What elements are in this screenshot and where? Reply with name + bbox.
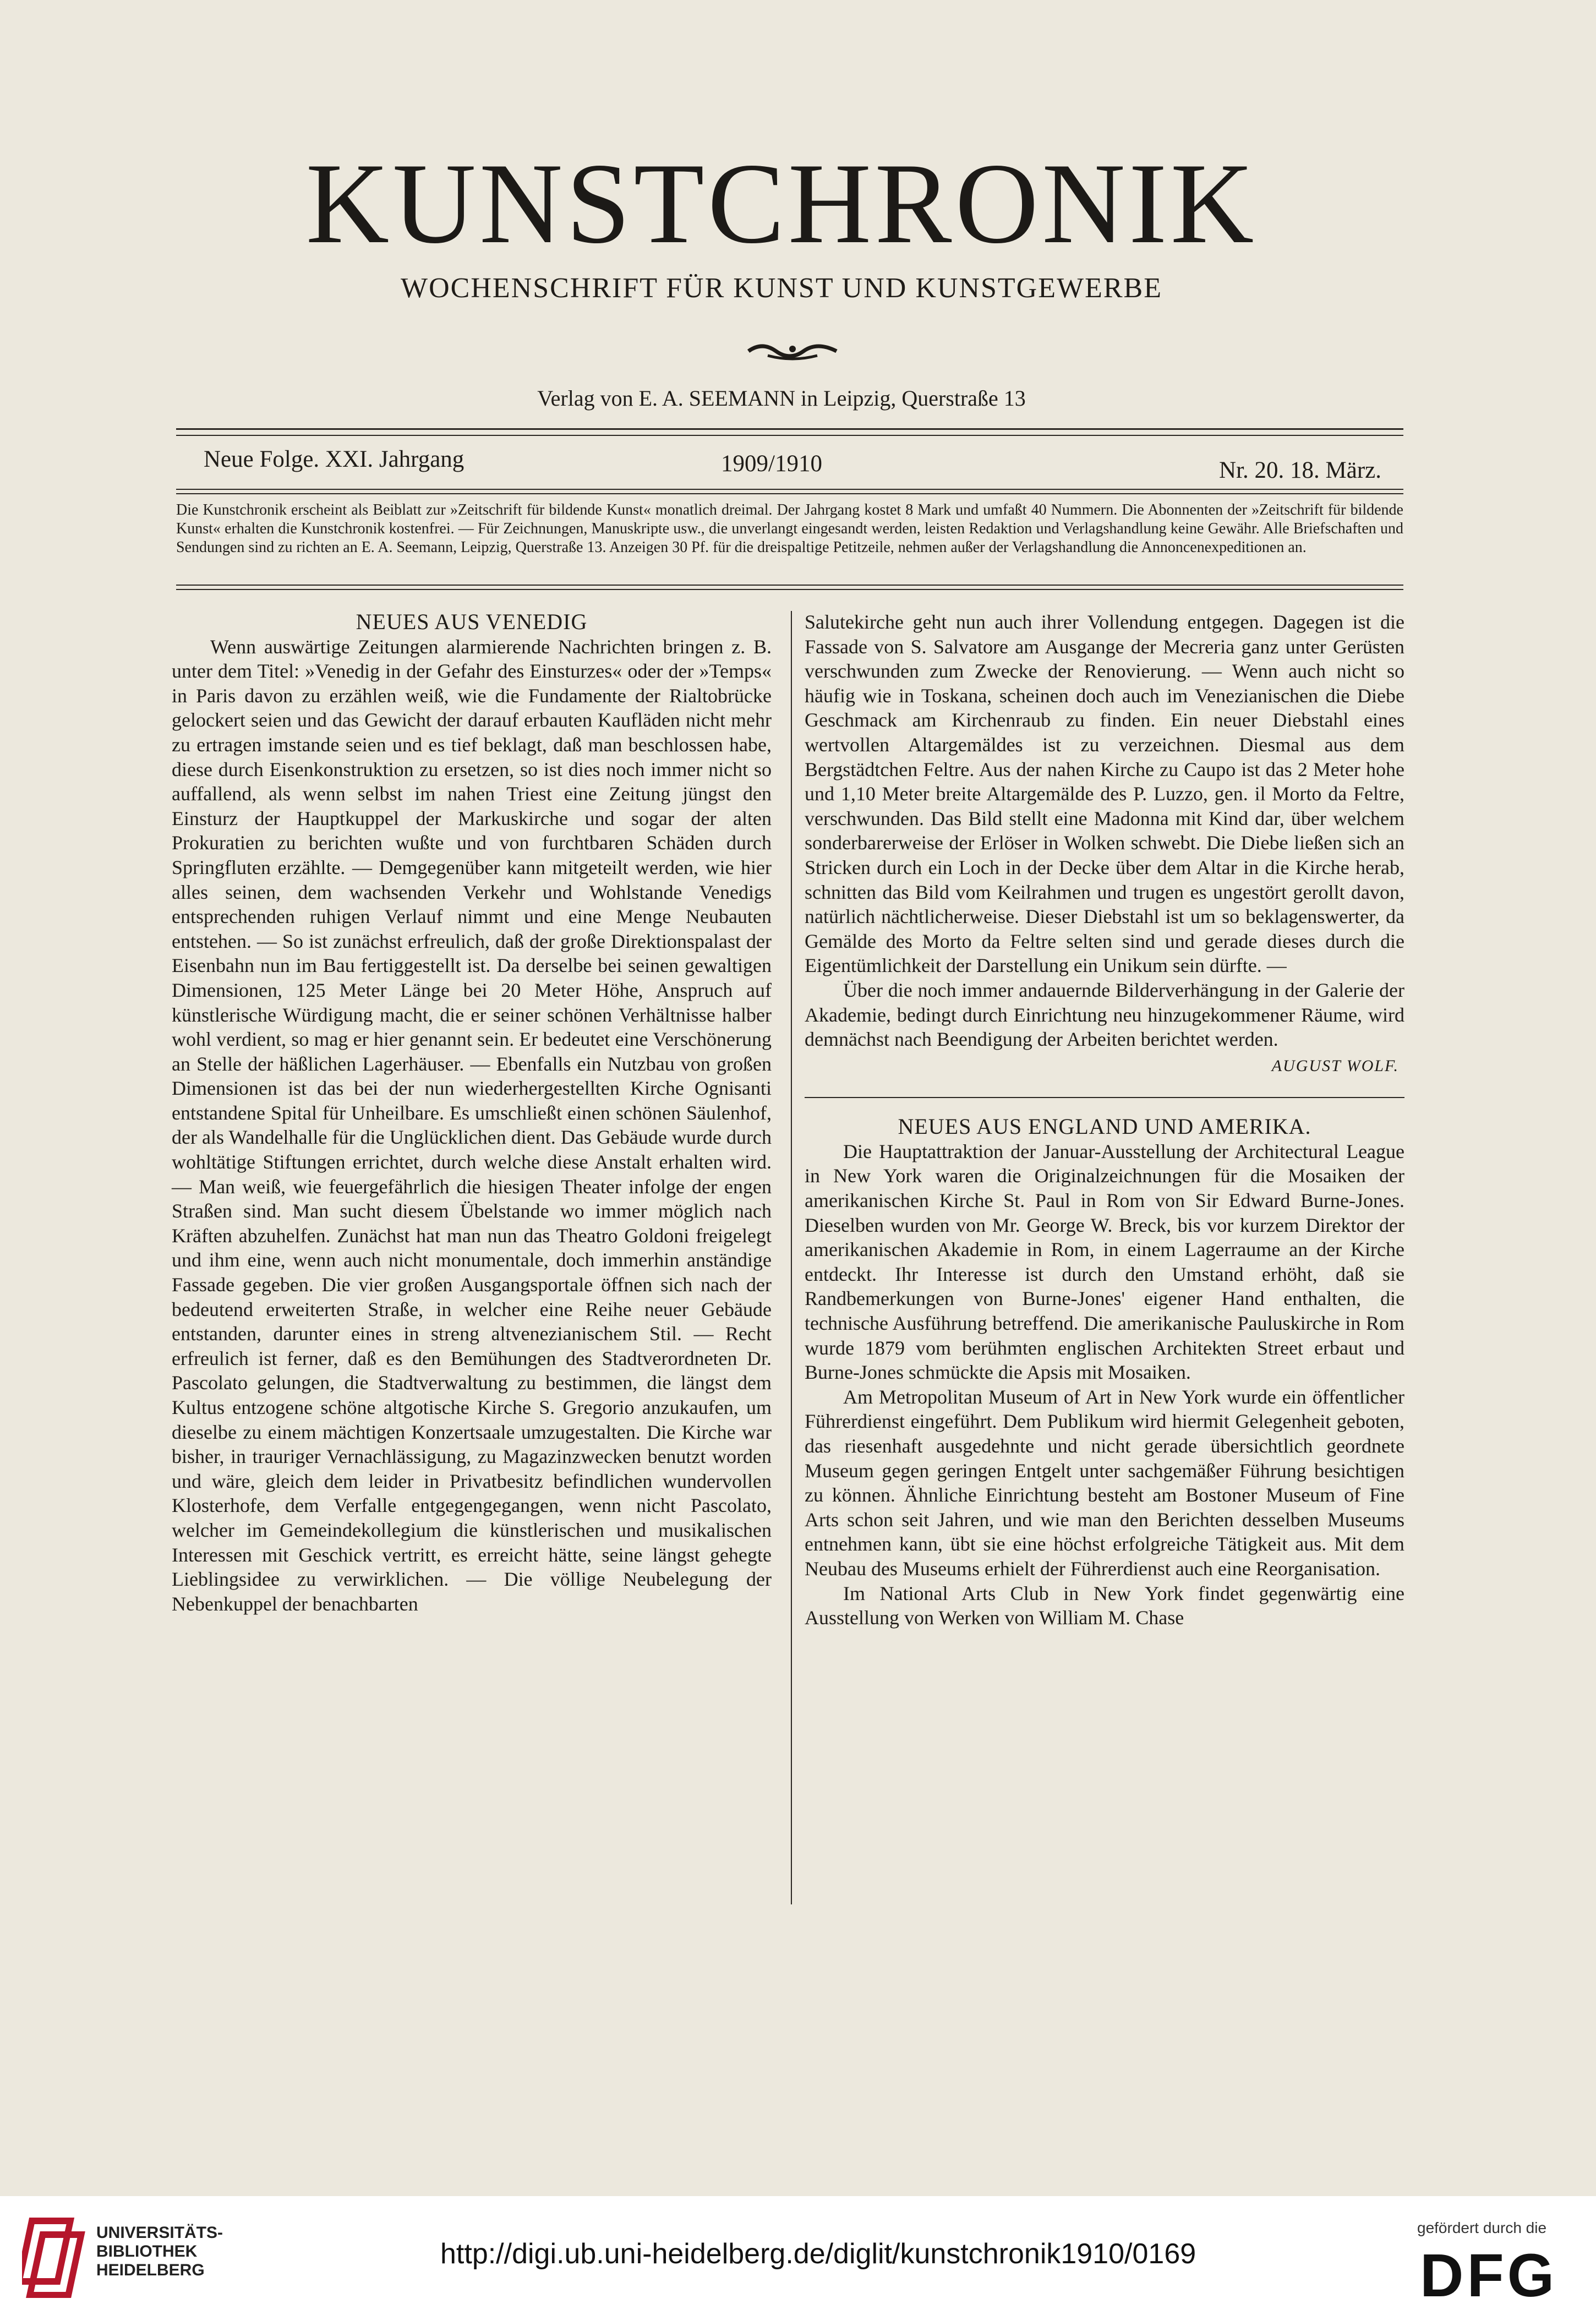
- column-divider: [791, 611, 792, 1904]
- dfg-logo: DFG: [1420, 2242, 1558, 2309]
- rule-under-issue-thin: [176, 493, 1403, 494]
- journal-title: KUNSTCHRONIK: [305, 140, 1258, 267]
- column-right: [805, 610, 1404, 1630]
- double-rule-top: [176, 428, 1403, 430]
- double-rule-top-thin: [176, 435, 1403, 436]
- column-left: [172, 610, 772, 1616]
- author-signature: AUGUST WOLF.: [1271, 1056, 1399, 1075]
- article-heading-venedig: NEUES AUS VENEDIG: [356, 609, 588, 634]
- issue-series: Neue Folge. XXI. Jahrgang: [204, 446, 464, 472]
- university-library-logo-icon: [22, 2215, 88, 2298]
- issue-number: Nr. 20. 18. März.: [1219, 457, 1381, 483]
- article-paragraph: Wenn auswärtige Zeitungen alarmierende Nachrichten bringen z. B. unter dem Titel: »Venedig in der Gefahr des Einsturzes« oder der »Temps« in Paris davon zu erzählen weiß, wie die Fundamente der Rialtobrücke gelockert seien und das Gewicht der darauf erbauten Kaufläden nicht mehr zu ertragen imstande seien und es tief beklagt, daß man beschlossen habe, diese durch Eisenkonstruktion zu ersetzen, so ist dies noch immer nicht so auffallend, als wenn selbst im nahen Triest eine Zeitung jüngst den Einsturz der Hauptkuppel der Markuskirche und sogar der alten Prokuratien zu berichten wußte und von furchtbaren Schäden durch Springfluten erzählte. — Demgegenüber kann mitgeteilt werden, wie hier alles seinen, dem wachsenden Verkehr und Wohlstande Venedigs entsprechenden ruhigen Verlauf nimmt und eine Menge Neubauten entstehen. — So ist zunächst erfreulich, daß der große Direktionspalast der Eisenbahn nun im Bau fertiggestellt ist. Da derselbe bei seinen gewaltigen Dimensionen, 125 Meter Länge bei 20 Meter Höhe, Anspruch auf künstlerische Würdigung macht, die er seiner schönen Verhältnisse halber wohl verdient, so mag er hier genannt sein. Er bedeutet eine Verschönerung an Stelle der häßlichen Lagerhäuser. — Ebenfalls ein Nutzbau von großen Dimensionen ist das bei der nun wiederhergestellten Kirche Ognisanti entstandene Spital für Unheilbare. Es umschließt einen schönen Säulenhof, der als Wandelhalle für die Unglücklichen dient. Das Gebäude wurde durch wohltätige Stiftungen errichtet, durch welche diese Anstalt erhalten wird. — Man weiß, wie feuergefährlich die hiesigen Theater infolge der engen Straßen sind. Man sucht diesem Übelstande wo immer möglich nach Kräften abzuhelfen. Zunächst hat man nun das Theatro Goldoni freigelegt und ihm eine, wenn auch nicht monumentale, doch immerhin anständige Fassade gegeben. Die vier großen Ausgangsportale öffnen sich nach der bedeutend erweiterten Straße, in welcher eine Reihe neuer Gebäude entstanden, darunter eines in streng altvenezianischem Stil. — Recht erfreulich ist ferner, daß es den Bemühungen des Stadtverordneten Dr. Pascolato gelungen, die Stadtverwaltung zu bestimmen, die längst dem Kultus entzogene schöne altgotische Kirche S. Gregorio anzukaufen, um dieselbe zu einem mächtigen Konzertsaale umzugestalten. Die Kirche war bisher, in trauriger Vernachlässigung, zu Magazinzwecken benutzt worden und wäre, gleich dem leider in Privatbesitz befindlichen wundervollen Klosterhofe, dem Verfalle entgegengegangen, wenn nicht Pascolato, welcher im Gemeindekollegium die künstlerischen und musikalischen Interessen mit Geschick vertritt, es erreicht hätte, seine längst gehegte Lieblingsidee zu verwirklichen. — Die völlige Neubelegung der Nebenkuppel der benachbarten: [172, 635, 772, 1615]
- article-paragraph: Über die noch immer andauernde Bilderverhängung in der Galerie der Akademie, bedingt durch Einrichtung neu hinzugekommener Räume, wird demnächst nach Beendigung der Arbeiten berichtet werden.: [805, 979, 1404, 1051]
- article-paragraph: Salutekirche geht nun auch ihrer Vollendung entgegen. Dagegen ist die Fassade von S. Salvatore am Ausgange der Mecreria ganz unter Gerüsten verschwunden zum Zwecke der Renovierung. — Wenn auch nicht so häufig wie in Toskana, scheinen doch auch im Venezianischen die Diebe Geschmack am Kirchenraub zu finden. Ein neuer Diebstahl eines wertvollen Altargemäldes ist zu verzeichnen. Diesmal aus dem Bergstädtchen Feltre. Aus der nahen Kirche zu Caupo ist das 2 Meter hohe und 1,10 Meter breite Altargemälde des P. Luzzo, gen. il Morto da Feltre, verschwunden. Das Bild stellt eine Madonna mit Kind dar, über welchem sonderbarerweise der Erlöser in Wolken schwebt. Die Diebe ließen sich an Stricken durch ein Loch in der Decke über dem Altar in die Kirche herab, schnitten das Bild vom Keilrahmen und trugen es ungestört gerollt davon, natürlich nächtlicherweise. Dieser Diebstahl ist um so beklagenswerter, da Gemälde des Morto da Feltre selten sind und gerade dieses durch die Eigentümlichkeit der Darstellung ein Unikum sein dürfte. —: [805, 611, 1404, 977]
- masthead: [165, 140, 1398, 304]
- rule-under-notice: [176, 585, 1403, 586]
- notice-text: Die Kunstchronik erscheint als Beiblatt zur »Zeitschrift für bildende Kunst« monatlich dreimal. Der Jahrgang kostet 8 Mark und umfaßt 40 Nummern. Die Abonnenten der »Zeitschrift für bildende Kunst« erhalten die Kunstchronik kostenfrei. — Für Zeichnungen, Manuskripte usw., die unverlangt eingesandt werden, leisten Redaktion und Verlagshandlung keine Gewähr. Alle Briefschaften und Sendungen sind zu richten an E. A. Seemann, Leipzig, Querstraße 13. Anzeigen 30 Pf. für die dreispaltige Petitzeile, nehmen außer der Verlagshandlung die Annoncenexpeditionen an.: [176, 501, 1403, 556]
- digitization-footer: [0, 2196, 1596, 2315]
- journal-subtitle: WOCHENSCHRIFT FÜR KUNST UND KUNSTGEWERBE: [401, 272, 1162, 304]
- subscription-notice: [176, 501, 1403, 557]
- issue-year: 1909/1910: [721, 451, 822, 477]
- publisher-line: Verlag von E. A. SEEMANN in Leipzig, Querstraße 13: [537, 386, 1026, 411]
- rule-under-issue: [176, 489, 1403, 490]
- article-heading-england-amerika: NEUES AUS ENGLAND UND AMERIKA.: [898, 1114, 1311, 1139]
- ornament-icon: [746, 340, 839, 362]
- permalink-url[interactable]: http://digi.ub.uni-heidelberg.de/diglit/kunstchronik1910/0169: [440, 2238, 1196, 2270]
- article-paragraph: Am Metropolitan Museum of Art in New York wurde ein öffentlicher Führerdienst eingeführt. Dem Publikum wird hiermit Gelegenheit geboten, das riesenhaft ausgedehnte und nicht gerade übersichtlich geordnete Museum gegen geringen Entgelt unter sachgemäßer Führung besichtigen zu können. Ähnliche Einrichtung besteht am Bostoner Museum of Fine Arts schon seit Jahren, und wie man den Berichten desselben Museums entnehmen kann, übt sie eine höchst erfolgreiche Tätigkeit aus. Mit dem Neubau des Museums erhielt der Führerdienst auch eine Reorganisation.: [805, 1385, 1404, 1580]
- article-paragraph: Die Hauptattraktion der Januar-Ausstellung der Architectural League in New York waren die Originalzeichnungen für die Mosaiken der amerikanischen Kirche St. Paul in Rom von Sir Edward Burne-Jones. Dieselben wurden von Mr. George W. Breck, bis vor kurzem Direktor der amerikanischen Akademie in Rom, in einem Lagerraume an der Kirche entdeckt. Ihr Interesse ist durch den Umstand erhöht, daß sie Randbemerkungen von Burne-Jones' eigener Hand enthalten, die technische Ausführung betreffend. Die amerikanische Pauluskirche in Rom wurde 1879 vom berühmten englischen Architekten Street erbaut und Burne-Jones schmückte die Apsis mit Mosaiken.: [805, 1140, 1404, 1384]
- article-paragraph: Im National Arts Club in New York findet gegenwärtig eine Ausstellung von Werken von William M. Chase: [805, 1582, 1404, 1629]
- university-library-name: UNIVERSITÄTS- BIBLIOTHEK HEIDELBERG: [96, 2224, 223, 2279]
- rule-under-notice-thin: [176, 589, 1403, 590]
- issue-info: [204, 446, 1381, 484]
- funding-label: gefördert durch die: [1417, 2219, 1547, 2236]
- section-divider: [805, 1097, 1404, 1098]
